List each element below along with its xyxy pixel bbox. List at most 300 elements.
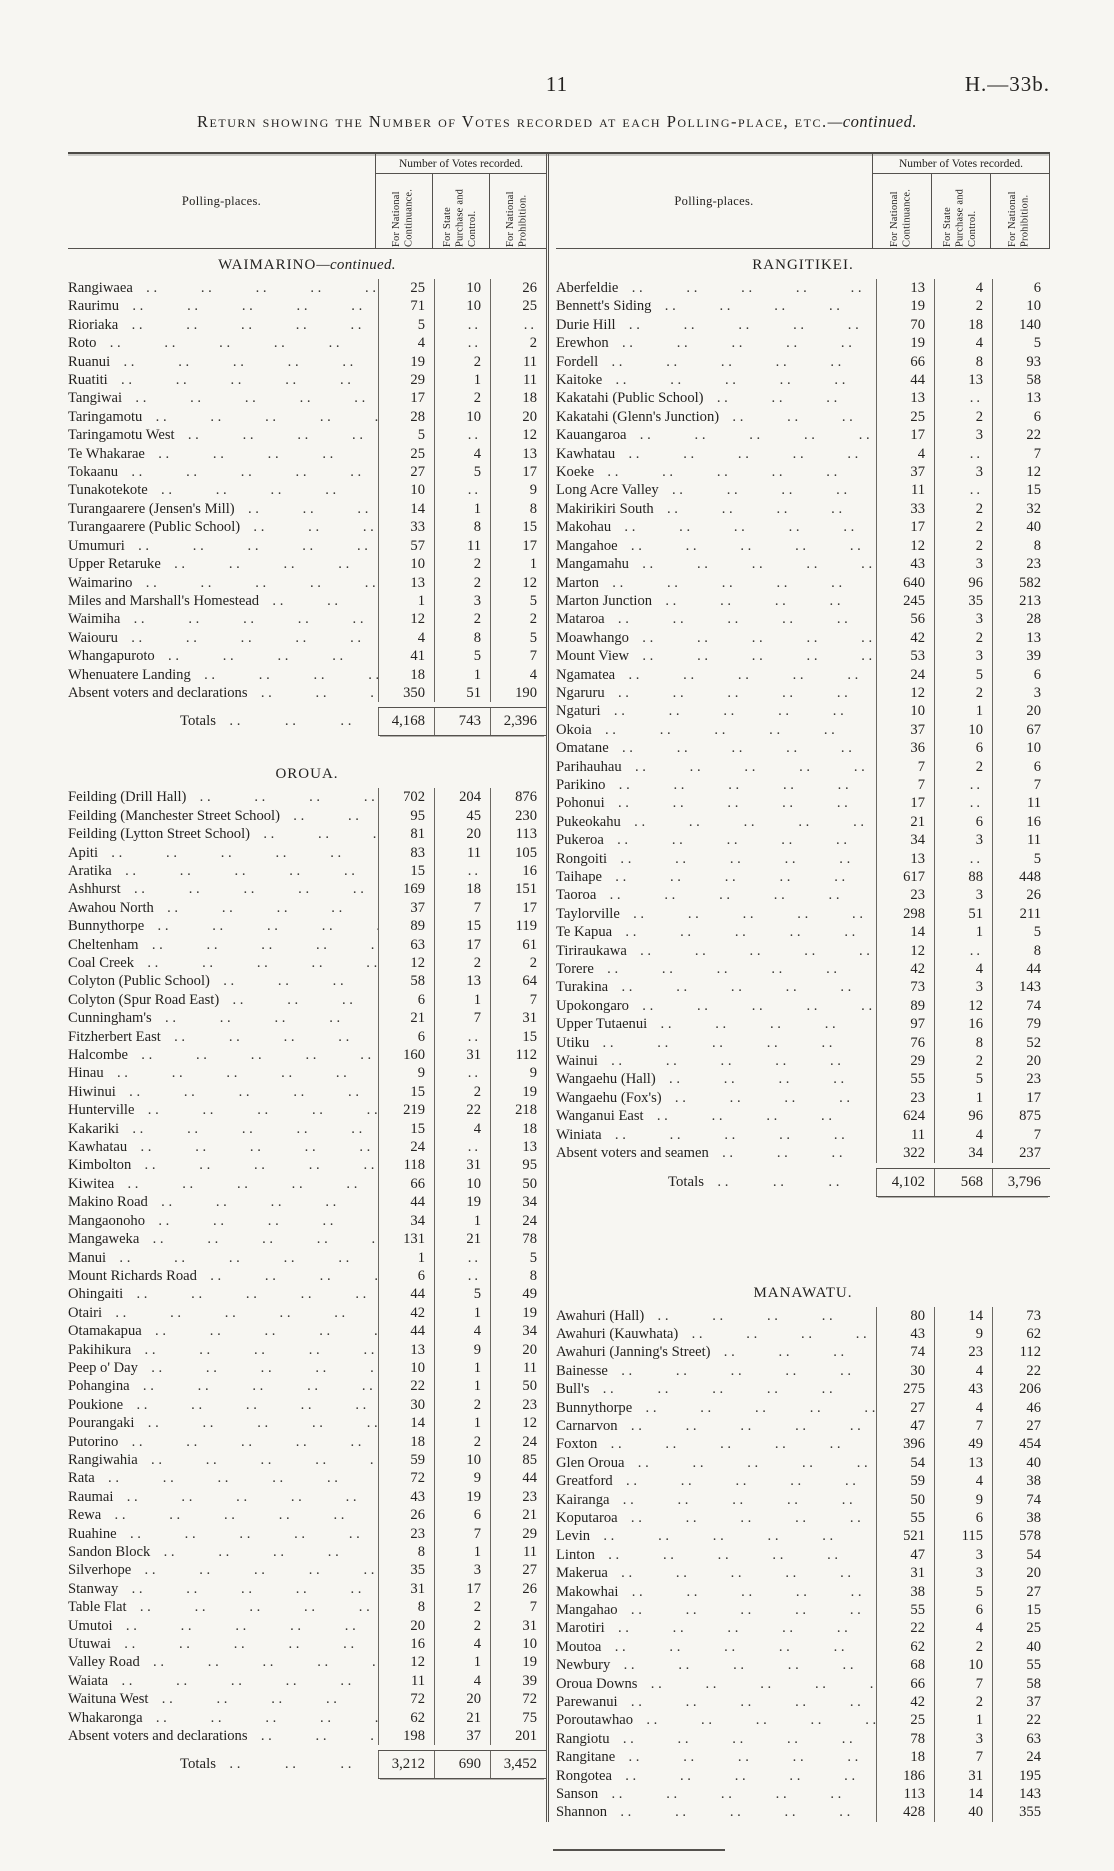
votes-value: 11 — [378, 1672, 434, 1690]
votes-value: 448 — [992, 868, 1050, 886]
votes-value: 4 — [934, 1472, 992, 1490]
table-row — [68, 1377, 546, 1395]
polling-place-cell — [556, 481, 876, 499]
column-header-label: For State Purchase and Control. — [942, 188, 979, 247]
votes-value: 30 — [378, 1396, 434, 1414]
table-row — [68, 555, 546, 573]
leader-dots — [631, 1454, 877, 1472]
polling-place-cell — [68, 389, 378, 407]
votes-value: 10 — [434, 1451, 490, 1469]
left-table — [68, 154, 546, 1779]
polling-place-cell — [68, 1083, 378, 1101]
votes-value: 1 — [434, 1359, 490, 1377]
polling-place-name: Okoia — [556, 721, 592, 738]
votes-value: 13 — [934, 371, 992, 389]
votes-value: 6 — [434, 1506, 490, 1524]
votes-value: 3 — [434, 1561, 490, 1579]
totals-label: Totals — [668, 1173, 704, 1190]
leader-dots — [158, 1009, 378, 1027]
leader-dots — [653, 1015, 876, 1033]
polling-place-name: Taoroa — [556, 887, 597, 904]
votes-value: 55 — [992, 1656, 1050, 1674]
votes-value: 204 — [434, 788, 490, 806]
table-row — [556, 1509, 1050, 1527]
votes-value: 44 — [876, 371, 934, 389]
polling-place-cell — [68, 555, 378, 573]
votes-value: 21 — [434, 1709, 490, 1727]
table-row — [556, 1015, 1050, 1033]
votes-value: 31 — [490, 1009, 546, 1027]
leader-dots — [134, 1046, 378, 1064]
votes-value: 2 — [490, 954, 546, 972]
table-row — [556, 481, 1050, 499]
votes-value: 35 — [934, 592, 992, 610]
polling-place-name: Mangahoe — [556, 537, 618, 554]
leader-dots — [658, 592, 876, 610]
polling-place-cell — [556, 1034, 876, 1052]
votes-value: 31 — [876, 1564, 934, 1582]
leader-dots — [140, 954, 378, 972]
polling-place-name: Bunnythorpe — [556, 1399, 633, 1416]
votes-value: 89 — [876, 997, 934, 1015]
column-header-2 — [990, 174, 1049, 248]
polling-place-cell — [556, 1748, 876, 1766]
votes-value: 2 — [934, 1638, 992, 1656]
polling-place-cell — [556, 371, 876, 389]
votes-value: 61 — [490, 936, 546, 954]
polling-place-cell — [68, 1009, 378, 1027]
polling-place-name: Foxton — [556, 1436, 598, 1453]
votes-value: 14 — [934, 1785, 992, 1803]
votes-value: 690 — [434, 1751, 490, 1778]
table-row — [68, 1414, 546, 1432]
votes-value: 12 — [934, 997, 992, 1015]
votes-value: 2 — [934, 537, 992, 555]
polling-place-name: Winiata — [556, 1126, 602, 1143]
votes-value: 23 — [992, 1070, 1050, 1088]
polling-place-cell — [68, 936, 378, 954]
votes-value: 15 — [490, 1028, 546, 1046]
polling-place-name: Rata — [68, 1470, 95, 1487]
table-row — [68, 1598, 546, 1616]
votes-value: 20 — [434, 825, 490, 843]
polling-place-name: Rioriaka — [68, 316, 119, 333]
table-row — [68, 972, 546, 990]
polling-place-name: Kimbolton — [68, 1157, 132, 1174]
polling-place-name: Mount View — [556, 648, 630, 665]
polling-place-name: Taringamotu West — [68, 427, 175, 444]
votes-value: 18 — [490, 1120, 546, 1138]
leader-dots — [628, 758, 876, 776]
table-row — [556, 960, 1050, 978]
polling-place-cell — [556, 942, 876, 960]
polling-place-name: Tunakotekote — [68, 482, 148, 499]
leader-dots — [114, 1672, 378, 1690]
votes-value: 51 — [434, 684, 490, 702]
votes-value: 70 — [876, 316, 934, 334]
polling-place-name: Moutoa — [556, 1638, 602, 1655]
polling-place-cell — [68, 1267, 378, 1285]
polling-place-name: Makerua — [556, 1565, 608, 1582]
votes-value: .. — [434, 481, 490, 499]
votes-value: 119 — [490, 917, 546, 935]
polling-place-name: Erewhon — [556, 335, 609, 352]
polling-place-name: Newbury — [556, 1657, 611, 1674]
polling-place-name: Marton Junction — [556, 592, 653, 609]
votes-value: 39 — [490, 1672, 546, 1690]
leader-dots — [167, 555, 378, 573]
leader-dots — [125, 1120, 378, 1138]
votes-value: 34 — [490, 1322, 546, 1340]
votes-value: 3 — [934, 886, 992, 904]
right-table — [546, 154, 1050, 1822]
polling-place-cell — [68, 1193, 378, 1211]
polling-place-cell — [68, 1156, 378, 1174]
table-row — [68, 825, 546, 843]
polling-place-name: Raurimu — [68, 298, 120, 315]
votes-value: 44 — [378, 1322, 434, 1340]
polling-place-cell — [556, 666, 876, 684]
polling-place-cell — [68, 537, 378, 555]
leader-dots — [611, 794, 876, 812]
votes-value: 4 — [934, 1362, 992, 1380]
votes-value: 56 — [876, 610, 934, 628]
votes-value: 8 — [378, 1598, 434, 1616]
votes-value: 8 — [992, 942, 1050, 960]
leader-dots — [624, 1693, 876, 1711]
table-row — [556, 1307, 1050, 1325]
table-section — [556, 257, 1050, 1197]
votes-value: .. — [490, 316, 546, 334]
votes-value: 97 — [876, 1015, 934, 1033]
polling-place-cell — [68, 445, 378, 463]
polling-place-cell — [68, 1727, 378, 1745]
votes-value: 13 — [490, 445, 546, 463]
votes-value: 4 — [934, 1399, 992, 1417]
votes-value: 3 — [992, 684, 1050, 702]
polling-place-name: Fordell — [556, 353, 599, 370]
polling-place-name: Bennett's Siding — [556, 298, 652, 315]
votes-value: 93 — [992, 353, 1050, 371]
leader-dots — [608, 868, 876, 886]
table-row — [556, 942, 1050, 960]
polling-places-header: Polling-places. — [674, 193, 754, 208]
polling-place-name: Wangaehu (Hall) — [556, 1071, 656, 1088]
votes-value: 3,452 — [490, 1751, 546, 1778]
votes-value: 10 — [434, 297, 490, 315]
column-header-label: For National Prohibition. — [505, 191, 529, 247]
votes-value: 75 — [490, 1709, 546, 1727]
votes-value: 58 — [992, 1675, 1050, 1693]
table-row — [556, 389, 1050, 407]
leader-dots — [254, 684, 378, 702]
leader-dots — [192, 788, 378, 806]
votes-value: 6 — [378, 991, 434, 1009]
leader-dots — [611, 684, 876, 702]
votes-value: 143 — [992, 1785, 1050, 1803]
table-row — [556, 1601, 1050, 1619]
table-row — [68, 1156, 546, 1174]
votes-value: 28 — [992, 610, 1050, 628]
polling-place-name: Wanganui East — [556, 1108, 644, 1125]
table-row — [556, 739, 1050, 757]
votes-value: 55 — [876, 1601, 934, 1619]
polling-place-cell — [68, 666, 378, 684]
votes-value: 14 — [378, 1414, 434, 1432]
votes-value: 4 — [434, 1120, 490, 1138]
polling-place-cell — [556, 868, 876, 886]
leader-dots — [124, 463, 378, 481]
votes-value: 13 — [378, 1341, 434, 1359]
polling-place-name: Parihauhau — [556, 758, 622, 775]
section-heading-text: OROUA. — [275, 766, 339, 783]
leader-dots — [619, 1472, 876, 1490]
leader-dots — [624, 1417, 876, 1435]
polling-place-cell — [556, 1089, 876, 1107]
table-row — [68, 1101, 546, 1119]
votes-value: 582 — [992, 574, 1050, 592]
polling-place-name: Waimiha — [68, 611, 121, 628]
table-row — [556, 1089, 1050, 1107]
table-row — [68, 537, 546, 555]
column-header-1 — [931, 174, 990, 248]
votes-value: 11 — [490, 371, 546, 389]
votes-value: 702 — [378, 788, 434, 806]
polling-place-name: Durie Hill — [556, 316, 616, 333]
leader-dots — [137, 1561, 378, 1579]
leader-dots — [710, 389, 876, 407]
bottom-rule — [553, 1849, 725, 1851]
leader-dots — [608, 371, 876, 389]
votes-value: 44 — [378, 1285, 434, 1303]
votes-value: 1 — [378, 592, 434, 610]
table-row — [68, 991, 546, 1009]
leader-dots — [149, 1709, 378, 1727]
votes-value: 4,168 — [378, 708, 434, 735]
votes-value: 19 — [490, 1083, 546, 1101]
polling-place-name: Greatford — [556, 1473, 613, 1490]
votes-value: 118 — [378, 1156, 434, 1174]
table-row — [68, 1212, 546, 1230]
polling-place-cell — [68, 1580, 378, 1598]
polling-place-cell — [68, 1175, 378, 1193]
polling-place-cell — [556, 1693, 876, 1711]
votes-value: 1 — [434, 666, 490, 684]
votes-value: 38 — [876, 1583, 934, 1601]
leader-dots — [650, 1107, 876, 1125]
votes-value: 219 — [378, 1101, 434, 1119]
page-number: 11 — [545, 72, 569, 96]
leader-dots — [144, 1359, 378, 1377]
votes-value: 5 — [490, 629, 546, 647]
polling-place-cell — [68, 788, 378, 806]
votes-value: 34 — [876, 831, 934, 849]
votes-value: 54 — [876, 1454, 934, 1472]
leader-dots — [611, 610, 876, 628]
leader-dots — [150, 917, 378, 935]
leader-dots — [128, 389, 378, 407]
votes-value: 3 — [934, 1546, 992, 1564]
leader-dots — [611, 776, 876, 794]
votes-value: 12 — [876, 537, 934, 555]
votes-value: 89 — [378, 917, 434, 935]
votes-value: 13 — [876, 279, 934, 297]
polling-place-cell — [68, 684, 378, 702]
table-row — [68, 1617, 546, 1635]
votes-value: 27 — [378, 463, 434, 481]
votes-value: 78 — [490, 1230, 546, 1248]
votes-value: 63 — [378, 936, 434, 954]
totals-label-cell — [68, 1756, 378, 1773]
votes-value: 53 — [876, 647, 934, 665]
table-row — [556, 1454, 1050, 1472]
leader-dots — [140, 1101, 378, 1119]
leader-dots — [624, 1583, 876, 1601]
polling-place-cell — [556, 758, 876, 776]
table-row — [556, 831, 1050, 849]
votes-value: 454 — [992, 1435, 1050, 1453]
votes-value: 81 — [378, 825, 434, 843]
votes-value: 62 — [876, 1638, 934, 1656]
votes-value: 17 — [490, 463, 546, 481]
votes-value: 230 — [490, 807, 546, 825]
polling-place-name: Aberfeldie — [556, 280, 619, 296]
votes-value: 112 — [490, 1046, 546, 1064]
votes-value: 63 — [992, 1730, 1050, 1748]
votes-value: 23 — [934, 1343, 992, 1361]
leader-dots — [626, 905, 876, 923]
votes-value: 37 — [378, 899, 434, 917]
votes-value: 10 — [434, 279, 490, 297]
polling-place-cell — [556, 1785, 876, 1803]
polling-place-name: Taihape — [556, 869, 602, 885]
table-row — [556, 666, 1050, 684]
votes-value: 37 — [992, 1693, 1050, 1711]
table-row — [556, 1070, 1050, 1088]
polling-place-cell — [68, 1359, 378, 1377]
document-title-main: Return showing the Number of Votes recorded at each Polling-place, etc. — [197, 112, 828, 131]
votes-value: 20 — [378, 1617, 434, 1635]
votes-value: 7 — [434, 1009, 490, 1027]
votes-value: 15 — [992, 1601, 1050, 1619]
leader-dots — [124, 316, 378, 334]
polling-place-cell — [68, 1120, 378, 1138]
polling-place-cell — [556, 813, 876, 831]
polling-place-cell — [68, 463, 378, 481]
leader-dots — [154, 1690, 378, 1708]
polling-place-cell — [556, 297, 876, 315]
votes-value: 42 — [876, 1693, 934, 1711]
leader-dots — [635, 555, 876, 573]
table-row — [556, 297, 1050, 315]
polling-place-name: Tiriraukawa — [556, 942, 627, 959]
votes-value: 4 — [490, 666, 546, 684]
votes-value: 16 — [992, 813, 1050, 831]
votes-value: 11 — [490, 353, 546, 371]
votes-value: 42 — [876, 960, 934, 978]
leader-dots — [611, 1619, 876, 1637]
leader-dots — [136, 1377, 378, 1395]
polling-place-cell — [556, 1107, 876, 1125]
polling-place-name: Poroutawhao — [556, 1712, 634, 1729]
polling-place-name: Pukeokahu — [556, 813, 621, 830]
leader-dots — [254, 1727, 378, 1745]
table-row — [68, 481, 546, 499]
votes-value: .. — [934, 794, 992, 812]
votes-value: 3 — [934, 831, 992, 849]
table-row — [556, 758, 1050, 776]
polling-place-cell — [68, 1377, 378, 1395]
polling-place-name: Mount Richards Road — [68, 1267, 197, 1284]
votes-value: 20 — [490, 1341, 546, 1359]
votes-value: 23 — [490, 1396, 546, 1414]
leader-dots — [600, 463, 876, 481]
polling-place-cell — [556, 279, 876, 297]
polling-place-name: Peep o' Day — [68, 1359, 138, 1376]
leader-dots — [133, 1598, 378, 1616]
table-row — [68, 629, 546, 647]
votes-value: 72 — [378, 1469, 434, 1487]
polling-place-name: Valley Road — [68, 1654, 140, 1671]
votes-value: 16 — [934, 1015, 992, 1033]
votes-value: 198 — [378, 1727, 434, 1745]
section-heading-text: RANGITIKEI. — [752, 257, 854, 273]
table-row — [68, 1322, 546, 1340]
polling-place-name: Otamakapua — [68, 1323, 142, 1340]
polling-place-name: Manui — [68, 1249, 107, 1266]
votes-value: 20 — [434, 1690, 490, 1708]
votes-value: 10 — [934, 1656, 992, 1674]
leader-dots — [602, 886, 876, 904]
votes-value: 42 — [876, 629, 934, 647]
votes-value: 1 — [490, 555, 546, 573]
votes-value: 8 — [992, 537, 1050, 555]
polling-place-name: Putorino — [68, 1433, 119, 1450]
polling-place-name: Linton — [556, 1546, 595, 1563]
leader-dots — [607, 1638, 876, 1656]
votes-value: 71 — [378, 297, 434, 315]
table-row — [556, 1399, 1050, 1417]
votes-value: 10 — [490, 1635, 546, 1653]
votes-value: 23 — [490, 1488, 546, 1506]
leader-dots — [604, 353, 876, 371]
polling-place-name: Aratika — [68, 862, 112, 879]
polling-place-name: Raumai — [68, 1488, 114, 1505]
votes-value: 21 — [490, 1506, 546, 1524]
table-row — [556, 1767, 1050, 1785]
votes-value: 9 — [378, 1064, 434, 1082]
table-row — [556, 1380, 1050, 1398]
polling-place-cell — [68, 1138, 378, 1156]
table-row — [556, 1656, 1050, 1674]
polling-place-cell — [68, 972, 378, 990]
votes-value: 47 — [876, 1417, 934, 1435]
table-row — [68, 1525, 546, 1543]
table-row — [556, 1343, 1050, 1361]
table-row — [68, 917, 546, 935]
votes-value: 12 — [378, 610, 434, 628]
leader-dots — [614, 1564, 876, 1582]
votes-value: 26 — [378, 1506, 434, 1524]
polling-place-name: Oroua Downs — [556, 1675, 638, 1692]
votes-value: 24 — [490, 1212, 546, 1230]
votes-value: 1 — [434, 1304, 490, 1322]
votes-value: 10 — [992, 297, 1050, 315]
polling-place-cell — [556, 739, 876, 757]
polling-place-cell — [556, 426, 876, 444]
polling-place-cell — [68, 371, 378, 389]
votes-value: 30 — [876, 1362, 934, 1380]
